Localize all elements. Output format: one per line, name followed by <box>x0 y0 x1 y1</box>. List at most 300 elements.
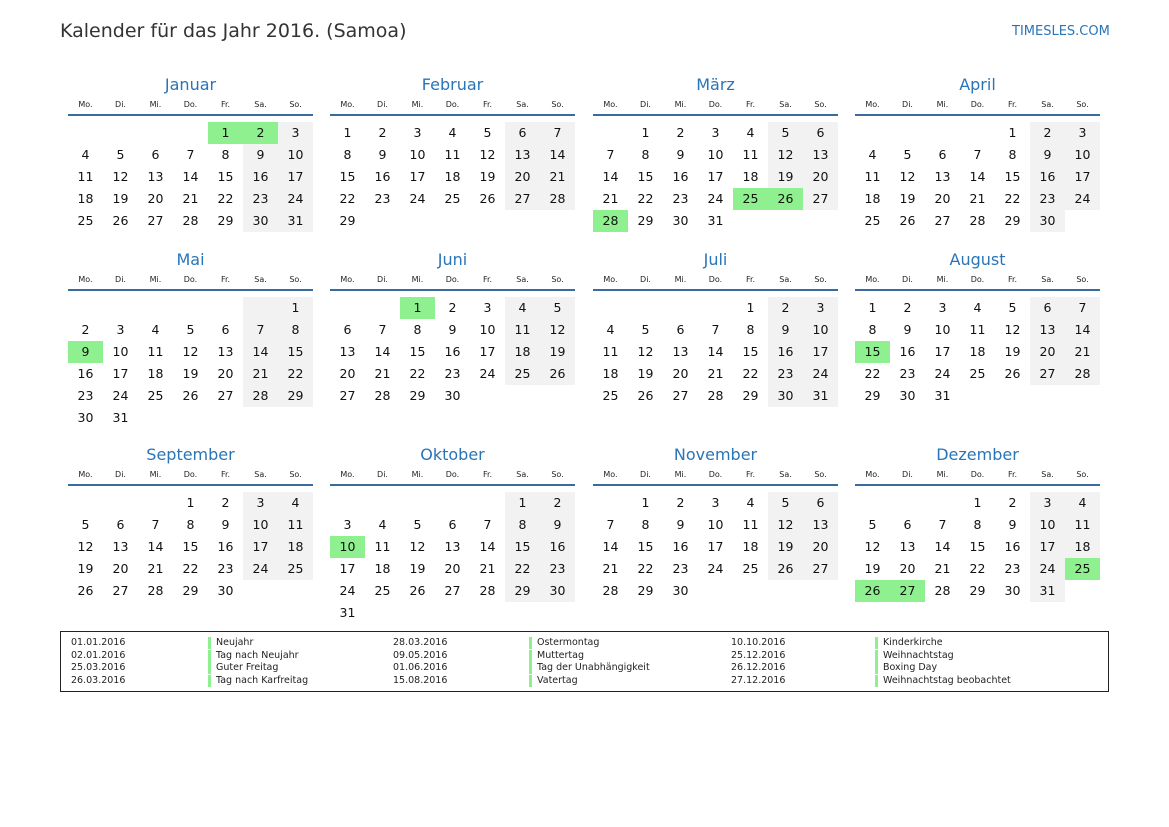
weekday-label: Fr. <box>745 275 756 284</box>
weekday-label: Fr. <box>745 470 756 479</box>
month-2 <box>593 75 838 250</box>
day-cell: 7 <box>483 517 492 532</box>
weekday-label: Mo. <box>340 100 355 109</box>
day-cell: 21 <box>707 366 724 381</box>
weekday-label: Fr. <box>1007 470 1018 479</box>
day-cell: 15 <box>278 341 313 363</box>
month-0 <box>68 75 313 250</box>
day-cell: 28 <box>243 385 278 407</box>
day-cell: 19 <box>409 561 426 576</box>
day-cell: 6 <box>903 517 912 532</box>
weekday-label: So. <box>1076 100 1089 109</box>
day-cell: 27 <box>934 213 951 228</box>
day-cell: 23 <box>540 558 575 580</box>
day-cell: 9 <box>676 147 685 162</box>
day-cell: 12 <box>112 169 129 184</box>
day-cell: 30 <box>77 410 94 425</box>
month-name: August <box>949 250 1006 269</box>
day-cell: 7 <box>243 319 278 341</box>
day-cell: 3 <box>343 517 352 532</box>
day-cell: 25 <box>278 558 313 580</box>
month-name: November <box>673 445 758 464</box>
day-cell: 8 <box>278 319 313 341</box>
day-cell: 14 <box>243 341 278 363</box>
weekday-label: So. <box>814 470 827 479</box>
weekday-label: So. <box>289 470 302 479</box>
day-cell: 19 <box>768 166 803 188</box>
day-cell: 13 <box>803 514 838 536</box>
day-cell: 30 <box>899 388 916 403</box>
day-cell: 16 <box>1004 539 1021 554</box>
weekday-label: Di. <box>377 275 388 284</box>
legend-date: 01.01.2016 <box>71 637 126 648</box>
day-cell: 19 <box>77 561 94 576</box>
day-cell: 23 <box>899 366 916 381</box>
legend-holiday-name: Tag der Unabhängigkeit <box>529 662 650 674</box>
day-cell: 20 <box>505 166 540 188</box>
day-cell: 2 <box>676 495 685 510</box>
day-cell: 1 <box>343 125 352 140</box>
weekday-label: Di. <box>640 470 651 479</box>
day-cell: 13 <box>934 169 951 184</box>
day-cell: 6 <box>676 322 685 337</box>
day-cell: 4 <box>1065 492 1100 514</box>
day-cell: 18 <box>77 191 94 206</box>
day-cell: 4 <box>378 517 387 532</box>
day-cell: 5 <box>483 125 492 140</box>
day-cell: 9 <box>768 319 803 341</box>
day-cell: 19 <box>479 169 496 184</box>
day-cell: 7 <box>151 517 160 532</box>
day-cell: 25 <box>444 191 461 206</box>
day-cell: 5 <box>81 517 90 532</box>
day-cell: 13 <box>339 344 356 359</box>
day-cell: 14 <box>969 169 986 184</box>
day-cell: 29 <box>637 213 654 228</box>
weekday-label: Mo. <box>78 470 93 479</box>
month-9 <box>330 445 575 620</box>
day-cell: 18 <box>444 169 461 184</box>
day-cell: 18 <box>278 536 313 558</box>
day-cell: 9 <box>1008 517 1017 532</box>
day-cell: 14 <box>602 539 619 554</box>
day-cell: 22 <box>1004 191 1021 206</box>
legend-holiday-name: Tag nach Neujahr <box>208 650 299 662</box>
day-cell: 22 <box>339 191 356 206</box>
day-cell: 27 <box>217 388 234 403</box>
day-cell: 29 <box>505 580 540 602</box>
day-cell: 3 <box>1065 122 1100 144</box>
weekday-label: Mi. <box>936 470 949 479</box>
day-cell: 7 <box>1065 297 1100 319</box>
site-link[interactable]: TIMESLES.COM <box>1012 24 1110 39</box>
day-cell: 7 <box>711 322 720 337</box>
legend-date: 01.06.2016 <box>393 662 448 673</box>
weekday-label: Mi. <box>411 275 424 284</box>
day-cell: 17 <box>339 561 356 576</box>
day-cell: 24 <box>803 363 838 385</box>
month-6 <box>593 250 838 425</box>
day-cell: 12 <box>479 147 496 162</box>
day-cell: 17 <box>934 344 951 359</box>
day-cell: 9 <box>68 341 103 363</box>
day-cell: 23 <box>243 188 278 210</box>
legend-date: 28.03.2016 <box>393 637 448 648</box>
weekday-label: Mi. <box>674 100 687 109</box>
day-cell: 5 <box>540 297 575 319</box>
day-cell: 5 <box>641 322 650 337</box>
legend-date: 25.03.2016 <box>71 662 126 673</box>
day-cell: 4 <box>448 125 457 140</box>
day-cell: 11 <box>1065 514 1100 536</box>
weekday-label: So. <box>289 100 302 109</box>
day-cell: 4 <box>278 492 313 514</box>
day-cell: 13 <box>147 169 164 184</box>
day-cell: 5 <box>768 492 803 514</box>
day-cell: 11 <box>77 169 94 184</box>
day-cell: 14 <box>540 144 575 166</box>
day-cell: 10 <box>803 319 838 341</box>
day-cell: 4 <box>868 147 877 162</box>
day-cell: 18 <box>742 539 759 554</box>
day-cell: 26 <box>855 580 890 602</box>
day-cell: 24 <box>707 561 724 576</box>
month-name: Januar <box>164 75 217 94</box>
day-cell: 26 <box>112 213 129 228</box>
weekday-label: Sa. <box>516 275 529 284</box>
day-cell: 25 <box>742 561 759 576</box>
day-cell: 17 <box>278 166 313 188</box>
day-cell: 15 <box>637 169 654 184</box>
day-cell: 3 <box>413 125 422 140</box>
day-cell: 18 <box>505 341 540 363</box>
page-title: Kalender für das Jahr 2016. (Samoa) <box>60 20 407 42</box>
day-cell: 30 <box>243 210 278 232</box>
month-10 <box>593 445 838 620</box>
legend-holiday-name: Tag nach Karfreitag <box>208 675 308 687</box>
day-cell: 5 <box>768 122 803 144</box>
day-cell: 19 <box>1004 344 1021 359</box>
day-cell: 20 <box>112 561 129 576</box>
weekday-label: Sa. <box>779 470 792 479</box>
header-divider <box>68 289 313 291</box>
header-divider <box>855 114 1100 116</box>
header-divider <box>855 289 1100 291</box>
day-cell: 7 <box>606 517 615 532</box>
day-cell: 8 <box>413 322 422 337</box>
day-cell: 13 <box>803 144 838 166</box>
weekday-label: Di. <box>902 100 913 109</box>
legend-date: 27.12.2016 <box>731 674 786 686</box>
legend-holiday-name: Neujahr <box>208 637 253 649</box>
day-cell: 23 <box>77 388 94 403</box>
day-cell: 29 <box>1004 213 1021 228</box>
day-cell: 11 <box>969 322 986 337</box>
day-cell: 13 <box>444 539 461 554</box>
day-cell: 15 <box>1004 169 1021 184</box>
day-cell: 24 <box>707 191 724 206</box>
weekday-label: Di. <box>377 100 388 109</box>
weekday-label: Di. <box>115 470 126 479</box>
day-cell: 6 <box>343 322 352 337</box>
day-cell: 21 <box>602 191 619 206</box>
day-cell: 28 <box>147 583 164 598</box>
day-cell: 2 <box>903 300 912 315</box>
day-cell: 28 <box>934 583 951 598</box>
day-cell: 14 <box>374 344 391 359</box>
day-cell: 27 <box>444 583 461 598</box>
weekday-label: Mo. <box>865 275 880 284</box>
weekday-label: So. <box>1076 275 1089 284</box>
weekday-label: Sa. <box>1041 100 1054 109</box>
day-cell: 15 <box>217 169 234 184</box>
weekday-label: Do. <box>708 470 723 479</box>
day-cell: 30 <box>1030 210 1065 232</box>
day-cell: 12 <box>864 539 881 554</box>
day-cell: 26 <box>77 583 94 598</box>
day-cell: 16 <box>243 166 278 188</box>
day-cell: 3 <box>711 495 720 510</box>
day-cell: 21 <box>934 561 951 576</box>
month-4 <box>68 250 313 425</box>
day-cell: 16 <box>374 169 391 184</box>
day-cell: 3 <box>803 297 838 319</box>
day-cell: 20 <box>444 561 461 576</box>
weekday-label: Mo. <box>603 470 618 479</box>
day-cell: 1 <box>641 495 650 510</box>
weekday-label: Mo. <box>603 100 618 109</box>
day-cell: 23 <box>217 561 234 576</box>
weekday-label: Di. <box>640 275 651 284</box>
day-cell: 10 <box>330 536 365 558</box>
day-cell: 18 <box>602 366 619 381</box>
day-cell: 12 <box>182 344 199 359</box>
header-divider <box>330 484 575 486</box>
weekday-label: Fr. <box>220 100 231 109</box>
weekday-label: Sa. <box>779 100 792 109</box>
month-name: Mai <box>176 250 205 269</box>
day-cell: 8 <box>746 322 755 337</box>
day-cell: 16 <box>672 169 689 184</box>
day-cell: 17 <box>1030 536 1065 558</box>
day-cell: 23 <box>444 366 461 381</box>
day-cell: 3 <box>483 300 492 315</box>
day-cell: 25 <box>77 213 94 228</box>
day-cell: 4 <box>746 125 755 140</box>
weekday-label: Mo. <box>865 470 880 479</box>
day-cell: 20 <box>147 191 164 206</box>
day-cell: 30 <box>217 583 234 598</box>
month-11 <box>855 445 1100 620</box>
day-cell: 21 <box>374 366 391 381</box>
holiday-legend <box>60 631 1109 692</box>
day-cell: 27 <box>505 188 540 210</box>
weekday-label: Mi. <box>149 100 162 109</box>
day-cell: 22 <box>182 561 199 576</box>
day-cell: 11 <box>602 344 619 359</box>
day-cell: 2 <box>378 125 387 140</box>
day-cell: 2 <box>768 297 803 319</box>
day-cell: 8 <box>641 147 650 162</box>
month-1 <box>330 75 575 250</box>
day-cell: 23 <box>672 191 689 206</box>
day-cell: 31 <box>339 605 356 620</box>
day-cell: 2 <box>81 322 90 337</box>
weekday-label: Do. <box>445 100 460 109</box>
day-cell: 25 <box>1065 558 1100 580</box>
day-cell: 29 <box>864 388 881 403</box>
day-cell: 2 <box>448 300 457 315</box>
day-cell: 1 <box>186 495 195 510</box>
weekday-label: Do. <box>183 470 198 479</box>
legend-holiday-name: Muttertag <box>529 650 584 662</box>
header-divider <box>593 289 838 291</box>
day-cell: 12 <box>540 319 575 341</box>
day-cell: 1 <box>641 125 650 140</box>
day-cell: 6 <box>1030 297 1065 319</box>
day-cell: 22 <box>409 366 426 381</box>
legend-holiday-name: Ostermontag <box>529 637 599 649</box>
day-cell: 24 <box>243 558 278 580</box>
header-divider <box>330 289 575 291</box>
day-cell: 2 <box>221 495 230 510</box>
legend-date: 10.10.2016 <box>731 637 786 648</box>
day-cell: 12 <box>1004 322 1021 337</box>
day-cell: 28 <box>1065 363 1100 385</box>
day-cell: 11 <box>505 319 540 341</box>
day-cell: 6 <box>803 492 838 514</box>
legend-holiday-name: Weihnachtstag <box>875 650 954 662</box>
day-cell: 23 <box>374 191 391 206</box>
day-cell: 9 <box>903 322 912 337</box>
day-cell: 8 <box>868 322 877 337</box>
day-cell: 11 <box>147 344 164 359</box>
day-cell: 8 <box>186 517 195 532</box>
day-cell: 24 <box>409 191 426 206</box>
day-cell: 22 <box>278 363 313 385</box>
day-cell: 28 <box>707 388 724 403</box>
day-cell: 21 <box>969 191 986 206</box>
day-cell: 23 <box>1004 561 1021 576</box>
day-cell: 22 <box>505 558 540 580</box>
day-cell: 16 <box>444 344 461 359</box>
day-cell: 9 <box>221 517 230 532</box>
day-cell: 3 <box>243 492 278 514</box>
day-cell: 19 <box>182 366 199 381</box>
day-cell: 21 <box>243 363 278 385</box>
legend-date: 15.08.2016 <box>393 674 448 686</box>
day-cell: 16 <box>217 539 234 554</box>
day-cell: 4 <box>151 322 160 337</box>
day-cell: 7 <box>540 122 575 144</box>
day-cell: 29 <box>182 583 199 598</box>
weekday-label: Sa. <box>1041 275 1054 284</box>
day-cell: 18 <box>374 561 391 576</box>
day-cell: 9 <box>540 514 575 536</box>
legend-date: 26.03.2016 <box>71 674 126 686</box>
day-cell: 14 <box>479 539 496 554</box>
day-cell: 19 <box>112 191 129 206</box>
month-3 <box>855 75 1100 250</box>
day-cell: 10 <box>934 322 951 337</box>
weekday-label: So. <box>551 275 564 284</box>
day-cell: 20 <box>339 366 356 381</box>
day-cell: 4 <box>746 495 755 510</box>
day-cell: 6 <box>221 322 230 337</box>
day-cell: 16 <box>768 341 803 363</box>
day-cell: 12 <box>768 144 803 166</box>
day-cell: 18 <box>969 344 986 359</box>
weekday-label: So. <box>289 275 302 284</box>
weekday-label: Mo. <box>78 100 93 109</box>
day-cell: 30 <box>672 213 689 228</box>
day-cell: 25 <box>969 366 986 381</box>
day-cell: 1 <box>973 495 982 510</box>
weekday-label: Mo. <box>78 275 93 284</box>
day-cell: 25 <box>505 363 540 385</box>
day-cell: 2 <box>1008 495 1017 510</box>
weekday-label: So. <box>551 100 564 109</box>
weekday-label: So. <box>551 470 564 479</box>
day-cell: 20 <box>672 366 689 381</box>
weekday-label: Mi. <box>149 275 162 284</box>
header-divider <box>593 484 838 486</box>
day-cell: 14 <box>147 539 164 554</box>
day-cell: 23 <box>1030 188 1065 210</box>
day-cell: 8 <box>973 517 982 532</box>
legend-date: 09.05.2016 <box>393 649 448 661</box>
day-cell: 19 <box>864 561 881 576</box>
weekday-label: Do. <box>445 275 460 284</box>
day-cell: 14 <box>934 539 951 554</box>
day-cell: 22 <box>864 366 881 381</box>
day-cell: 10 <box>479 322 496 337</box>
day-cell: 31 <box>112 410 129 425</box>
day-cell: 1 <box>505 492 540 514</box>
day-cell: 22 <box>969 561 986 576</box>
weekday-label: Di. <box>377 470 388 479</box>
day-cell: 24 <box>934 366 951 381</box>
weekday-label: Do. <box>970 470 985 479</box>
month-8 <box>68 445 313 620</box>
weekday-label: Mo. <box>340 470 355 479</box>
day-cell: 11 <box>374 539 391 554</box>
day-cell: 22 <box>637 561 654 576</box>
day-cell: 25 <box>602 388 619 403</box>
day-cell: 17 <box>409 169 426 184</box>
day-cell: 29 <box>742 388 759 403</box>
day-cell: 31 <box>803 385 838 407</box>
day-cell: 28 <box>593 210 628 232</box>
day-cell: 24 <box>112 388 129 403</box>
day-cell: 2 <box>1030 122 1065 144</box>
legend-holiday-name: Kinderkirche <box>875 637 943 649</box>
day-cell: 18 <box>742 169 759 184</box>
day-cell: 15 <box>742 344 759 359</box>
day-cell: 28 <box>540 188 575 210</box>
day-cell: 11 <box>864 169 881 184</box>
day-cell: 17 <box>803 341 838 363</box>
day-cell: 3 <box>116 322 125 337</box>
header-divider <box>855 484 1100 486</box>
weekday-label: Sa. <box>254 470 267 479</box>
day-cell: 14 <box>707 344 724 359</box>
header-divider <box>68 484 313 486</box>
day-cell: 10 <box>1065 144 1100 166</box>
day-cell: 9 <box>378 147 387 162</box>
day-cell: 29 <box>969 583 986 598</box>
day-cell: 31 <box>707 213 724 228</box>
